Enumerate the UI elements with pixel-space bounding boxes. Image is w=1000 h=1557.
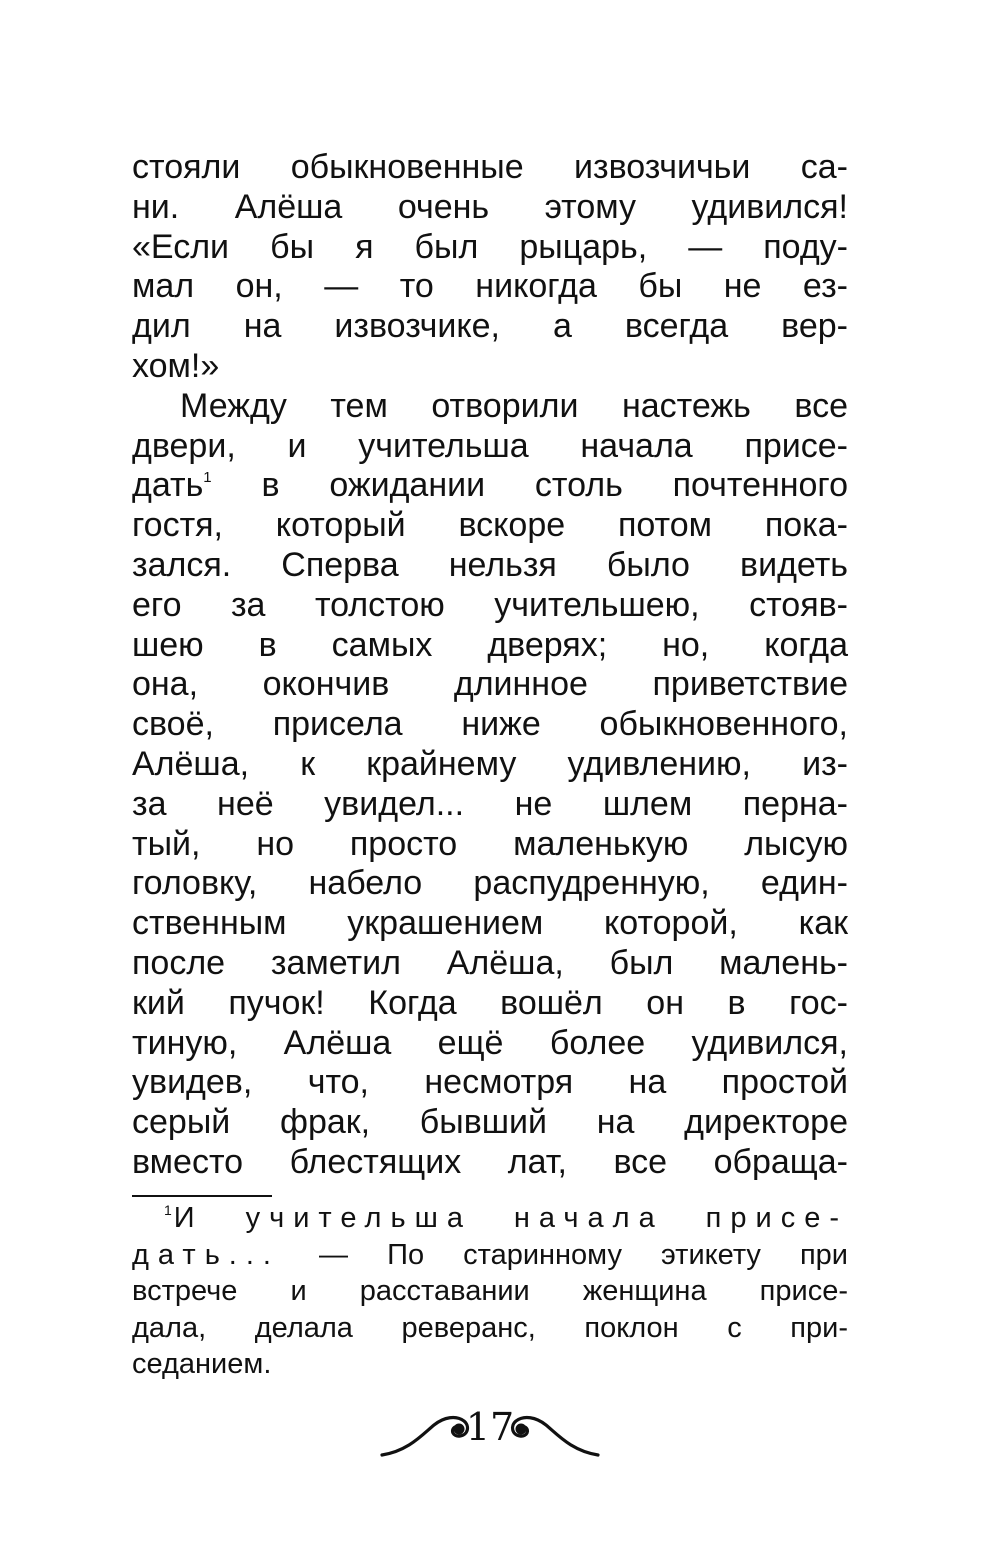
text-line-with-footnote bbox=[132, 466, 848, 506]
text-line: Алёша, к крайнему удивлению, из- bbox=[132, 744, 848, 783]
text-line: мал он, — то никогда бы не ез- bbox=[132, 267, 848, 306]
text-line: тиную, Алёша ещё более удивился, bbox=[132, 1023, 848, 1062]
footnote-text: — По старинному этикету при bbox=[319, 1238, 849, 1271]
main-text bbox=[132, 148, 848, 1183]
text-line: шею в самых дверях; но, когда bbox=[132, 625, 848, 664]
text-line: зался. Сперва нельзя было видеть bbox=[132, 545, 848, 584]
footnote-divider bbox=[132, 1195, 272, 1197]
footnote-line: дала, делала реверанс, поклон с при- bbox=[132, 1311, 848, 1344]
footnote-marker: 1 bbox=[164, 1202, 172, 1218]
text-line: двери, и учительша начала присе- bbox=[132, 426, 848, 465]
text-line: его за толстою учительшею, стояв- bbox=[132, 585, 848, 624]
footnote bbox=[132, 1200, 848, 1383]
text-line: серый фрак, бывший на директоре bbox=[132, 1103, 848, 1142]
text-line: гостя, который вскоре потом пока- bbox=[132, 506, 848, 545]
text-line: тый, но просто маленькую лысую bbox=[132, 824, 848, 863]
text-line: стояли обыкновенные извозчичьи са- bbox=[132, 148, 848, 186]
footnote-line bbox=[132, 1200, 848, 1237]
text-line: ственным украшением которой, как bbox=[132, 904, 848, 943]
footnote-line bbox=[132, 1237, 848, 1274]
text-line: после заметил Алёша, был малень- bbox=[132, 943, 848, 982]
footnote-line: встрече и расставании женщина присе- bbox=[132, 1275, 848, 1307]
page-number: 17 bbox=[465, 1405, 515, 1449]
text-line: дил на извозчике, а всегда вер- bbox=[132, 307, 848, 346]
text-line: ни. Алёша очень этому удивился! bbox=[132, 187, 848, 226]
paragraph-start-line: Между тем отворили настежь все bbox=[180, 386, 848, 425]
text-line: за неё увидел... не шлем перна- bbox=[132, 784, 848, 823]
text-line: «Если бы я был рыцарь, — поду- bbox=[132, 227, 848, 266]
text-line: она, окончив длинное приветствие bbox=[132, 665, 848, 704]
text-line: хом!» bbox=[132, 346, 220, 385]
text-fragment: дать bbox=[132, 466, 204, 505]
footnote-quote: И учительша начала присе- bbox=[173, 1202, 848, 1234]
text-line: кий пучок! Когда вошёл он в гос- bbox=[132, 983, 848, 1022]
text-fragment: в ожидании столь почтенного bbox=[261, 466, 848, 505]
footnote-line: седанием. bbox=[132, 1348, 272, 1380]
text-line: головку, набело распудренную, един- bbox=[132, 864, 848, 903]
footnote-quote-end: дать... bbox=[132, 1238, 280, 1271]
page-number-ornament bbox=[378, 1395, 602, 1465]
text-line: своё, присела ниже обыкновенного, bbox=[132, 705, 848, 744]
text-line: увидев, что, несмотря на простой bbox=[132, 1063, 848, 1102]
footnote-reference[interactable]: 1 bbox=[203, 469, 212, 487]
text-line: вместо блестящих лат, все обраща- bbox=[132, 1142, 848, 1181]
